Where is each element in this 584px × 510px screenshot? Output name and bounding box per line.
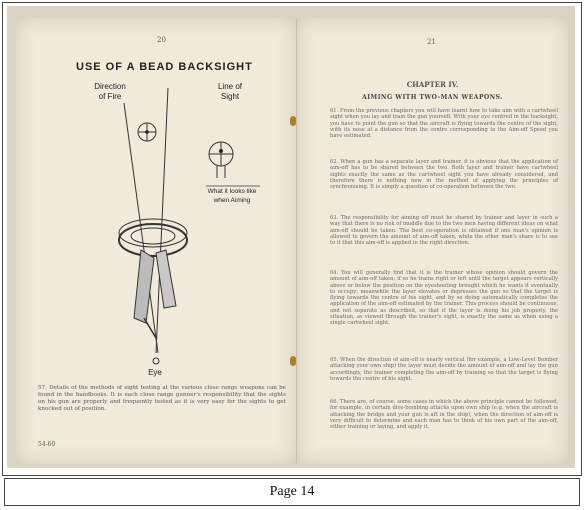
paragraph-63: 63. The responsibility for aiming off must be shared by trainer and layer in such a way that there is no risk of muddle due to the two men having different ideas on what aim-off should be taken. The best co-operation is obtained if one man's opinion is allowed to govern the amount of aim-off taken, while the other man's share is to see to it that this aim-off is applied in the right direction. [330,215,558,247]
paragraph-66: 66. There are, of course, some cases in which the above principle cannot be followed, for example, in certain dive-bombing attacks upon own ship (e.g. when the aircraft is attacking the bridge and your gun is aft in the ship), when the direction of aim-off is very difficult to determine and each man has to think of his own part of the aim-off, either training or laying, and apply it. [330,399,558,431]
chapter-title: CHAPTER IV. [406,80,459,89]
page-caption: Page 14 [4,478,580,506]
paragraph-64: 64. You will generally find that it is the trainer whose opinion should govern the amount of aim-off taken; if so he trains right or left until the target appears vertically above or below the position on the eyeshooting brought which he wants it eventually to occupy; meanwhile the layer elevates or depresses the gun so that the target is flying towards the centre of his sight, and by so doing automatically completes the application of the aim-off estimated by the trainer. This process should be continuous, and not separate as described, so that if the layer is doing his job properly, the situation, as viewed through the trainer's sight, is exactly the same as when using a single cartwheel sight. [330,270,558,327]
label-when-aiming: when Aiming [213,197,251,204]
section-heading: AIMING WITH TWO-MAN WEAPONS. [362,94,503,101]
right-page-number: 21 [427,38,436,46]
label-looks-like: What it looks like [207,188,257,195]
left-page [16,18,297,464]
left-page-footer: 54-60 [38,441,56,448]
label-eye: Eye [148,368,162,377]
left-page-number: 20 [157,36,166,44]
binding-staple-top [290,116,296,126]
right-page [297,18,568,464]
diagram-heading: USE OF A BEAD BACKSIGHT [76,61,253,73]
paragraph-61: 61. From the previous chapters you will have learnt how to take aim with a cartwheel sight when you lay and train the gun yourself. With your eye centred in the backsight, you have to point the gun so that the aircraft is flying towards the centre of the sight, with its nose at a distance from the centre corresponding to the Aim-off Speed you have estimated. [330,108,558,140]
book-spread [16,18,568,464]
label-line-of-sight: Line of Sight [217,82,243,101]
paragraph-62: 62. When a gun has a separate layer and trainer, it is obvious that the application of aim-off has to be shared between the two. Both layer and trainer have cartwheel sights exactly the same as the cartwheel sight you have already considered, and therefore there is nothing new in the method of applying the principles of synchronising. It is simply a question of co-operation between the two. [330,159,558,191]
left-paragraph-57: 57. Details of the methods of sight testing at the various close range weapons can be found in the handbooks. It is each close range gunner's responsibility that the sights on his gun are properly and frequently tested as it is very easy for the sights to get knocked out of position. [38,385,286,412]
scanned-image [7,6,575,468]
label-direction-of-fire: Direction of Fire [94,82,126,101]
paragraph-65: 65. When the direction of aim-off is nearly vertical (for example, a Low-Level Bomber attacking your own ship) the layer must decide the amount of aim-off and lay the gun accordingly, the trainer completing the aim-off by training so that the target is flying towards the centre of his sight. [330,357,558,382]
binding-staple-bottom [290,356,296,366]
